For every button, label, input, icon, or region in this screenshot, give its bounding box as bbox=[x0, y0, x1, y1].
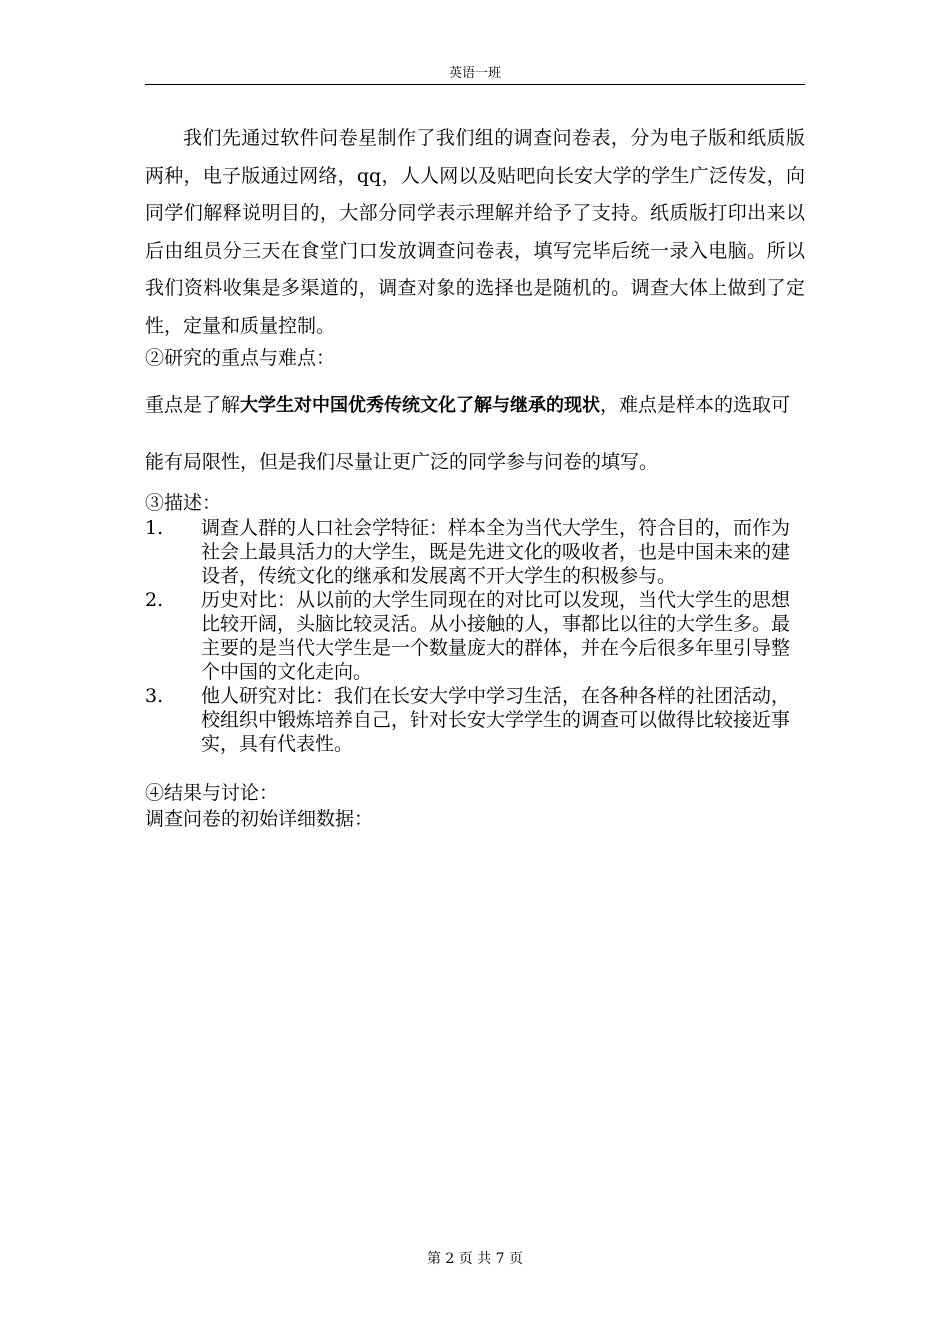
key-points-paragraph bbox=[145, 377, 805, 490]
list-item bbox=[145, 516, 805, 588]
list-item-number: 3. bbox=[145, 685, 164, 707]
list-item bbox=[145, 588, 805, 684]
list-item-text: 他人研究对比：我们在长安大学中学习生活，在各种各样的社团活动，校组织中锻炼培养自己，针对长安大学学生的调查可以做得比较接近事实，具有代表性。 bbox=[201, 685, 791, 755]
section-heading-results: ④结果与讨论： bbox=[145, 782, 279, 804]
list-item-text: 历史对比：从以前的大学生同现在的对比可以发现，当代大学生的思想比较开阔，头脑比较灵活。从小接触的人，事都比以往的大学生多。最主要的是当代大学生是一个数量庞大的群体，并在今后很多年里引导整个中国的文化走向。 bbox=[201, 589, 791, 683]
description-list bbox=[145, 516, 805, 756]
results-intro-line: 调查问卷的初始详细数据： bbox=[145, 808, 374, 830]
list-item-number: 1. bbox=[145, 517, 164, 539]
page-number-footer: 第 2 页 共 7 页 bbox=[426, 1251, 524, 1267]
list-item-number: 2. bbox=[145, 589, 164, 611]
intro-paragraph: 我们先通过软件问卷星制作了我们组的调查问卷表，分为电子版和纸质版两种，电子版通过网络，qq，人人网以及贴吧向长安大学的学生广泛传发，向同学们解释说明目的，大部分同学表示理解并给予了支持。纸质版打印出来以后由组员分三天在食堂门口发放调查问卷表，填写完毕后统一录入电脑。所以我们资料收集是多渠道的，调查对象的选择也是随机的。调查大体上做到了定性，定量和质量控制。 bbox=[145, 127, 805, 337]
section-heading-description: ③描述： bbox=[145, 492, 222, 514]
spacer bbox=[145, 756, 805, 780]
list-item bbox=[145, 684, 805, 756]
header-divider bbox=[145, 84, 805, 85]
section-heading-key-points: ②研究的重点与难点： bbox=[145, 347, 336, 369]
list-item-text: 调查人群的人口社会学特征：样本全为当代大学生，符合目的，而作为社会上最具活力的大学生，既是先进文化的吸收者，也是中国未来的建设者，传统文化的继承和发展离不开大学生的积极参与。 bbox=[201, 517, 791, 587]
key-points-prefix: 重点是了解 bbox=[145, 394, 241, 416]
key-points-suffix: ，难点是样本的选取可能有局限性，但是我们尽量让更广泛的同学参与问卷的填写。 bbox=[145, 394, 791, 473]
document-body bbox=[145, 120, 805, 832]
page-header-title: 英语一班 bbox=[448, 66, 501, 81]
key-points-emphasis: 大学生对中国优秀传统文化了解与继承的现状 bbox=[240, 395, 601, 416]
